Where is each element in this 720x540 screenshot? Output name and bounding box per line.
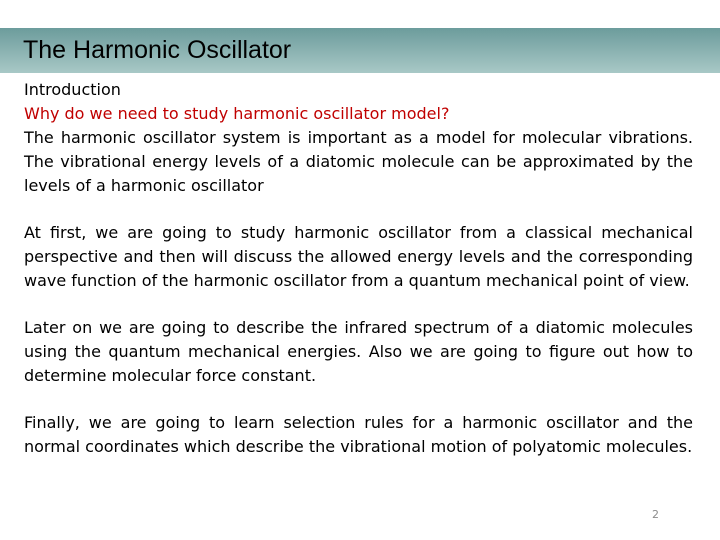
section-heading: Introduction	[24, 80, 121, 99]
paragraph-spacer	[24, 293, 693, 316]
question-text: Why do we need to study harmonic oscillator model?	[24, 104, 450, 123]
slide-content	[24, 78, 693, 459]
paragraph-spacer	[24, 198, 693, 221]
page-number: 2	[652, 508, 659, 521]
paragraph-infrared: Later on we are going to describe the infrared spectrum of a diatomic molecules using the quantum mechanical energies. Also we are going to figure out how to determine molecular force constant.	[24, 318, 693, 385]
paragraph-selection-rules: Finally, we are going to learn selection rules for a harmonic oscillator and the normal coordinates which describe the vibrational motion of polyatomic molecules.	[24, 413, 693, 456]
slide-title: The Harmonic Oscillator	[23, 36, 292, 64]
paragraph-intro: The harmonic oscillator system is important as a model for molecular vibrations. The vibrational energy levels of a diatomic molecule can be approximated by the levels of a harmonic oscillator	[24, 128, 693, 195]
title-bar	[0, 28, 720, 73]
paragraph-spacer	[24, 388, 693, 411]
paragraph-classical: At first, we are going to study harmonic oscillator from a classical mechanical perspective and then will discuss the allowed energy levels and the corresponding wave function of the harmonic oscillator from a quantum mechanical point of view.	[24, 223, 693, 290]
